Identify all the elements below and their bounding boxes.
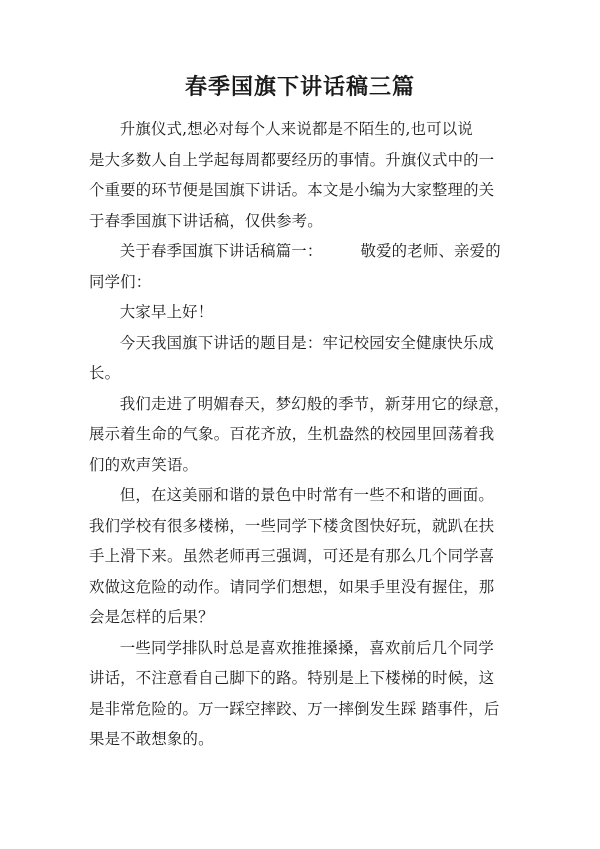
text-line: 手上滑下来。虽然老师再三强调，可还是有那么几个同学喜 xyxy=(89,547,495,565)
paragraph-section-heading xyxy=(89,236,529,297)
text-line: 我们走进了明媚春天，梦幻般的季节，新芽用它的绿意， xyxy=(119,394,510,413)
greeting-text: 敬爱的老师、亲爱的 xyxy=(360,242,501,260)
text-line xyxy=(89,236,529,267)
section-heading: 关于春季国旗下讲话稿篇一： xyxy=(119,242,323,260)
paragraph-intro xyxy=(89,114,529,236)
text-line: 升旗仪式,想必对每个人来说都是不陌生的,也可以说 xyxy=(119,120,473,138)
text-line: 讲话，不注意看自己脚下的路。特别是上下楼梯的时候，这 xyxy=(89,669,495,687)
text-line: 展示着生命的气象。百花齐放，生机盎然的校园里回荡着我 xyxy=(89,425,495,443)
text-line: 是大多数人自上学起每周都要经历的事情。升旗仪式中的一 xyxy=(89,150,495,169)
text-line: 但，在这美丽和谐的景色中时常有一些不和谐的画面。 xyxy=(119,486,494,504)
paragraph-spring xyxy=(89,389,529,481)
text-line: 会是怎样的后果？ xyxy=(89,608,214,626)
text-line: 大家早上好！ xyxy=(119,303,214,321)
paragraph-stairs xyxy=(89,480,529,633)
text-line: 今天我国旗下讲话的题目是：牢记校园安全健康快乐成 xyxy=(119,333,494,352)
paragraph-queue xyxy=(89,633,529,755)
text-line: 是非常危险的。万一踩空摔跤、万一摔倒发生踩 踏事件，后 xyxy=(89,699,500,718)
text-line: 一些同学排队时总是喜欢推推搡搡，喜欢前后几个同学 xyxy=(119,638,494,657)
text-line: 于春季国旗下讲话稿，仅供参考。 xyxy=(89,211,323,230)
text-line: 我们学校有很多楼梯，一些同学下楼贪图快好玩，就趴在扶 xyxy=(89,516,495,535)
text-line: 果是不敢想象的。 xyxy=(89,730,214,748)
paragraph-topic xyxy=(89,328,529,389)
document-body xyxy=(89,114,529,755)
text-line: 长。 xyxy=(89,364,121,382)
document-title: 春季国旗下讲话稿三篇 xyxy=(184,74,415,100)
text-line: 欢做这危险的动作。请同学们想想，如果手里没有握住，那 xyxy=(89,577,495,596)
text-line: 们的欢声笑语。 xyxy=(89,455,199,474)
paragraph-greeting xyxy=(89,297,529,328)
text-line: 同学们： xyxy=(89,272,152,291)
text-line: 个重要的环节便是国旗下讲话。本文是小编为大家整理的关 xyxy=(89,181,495,199)
